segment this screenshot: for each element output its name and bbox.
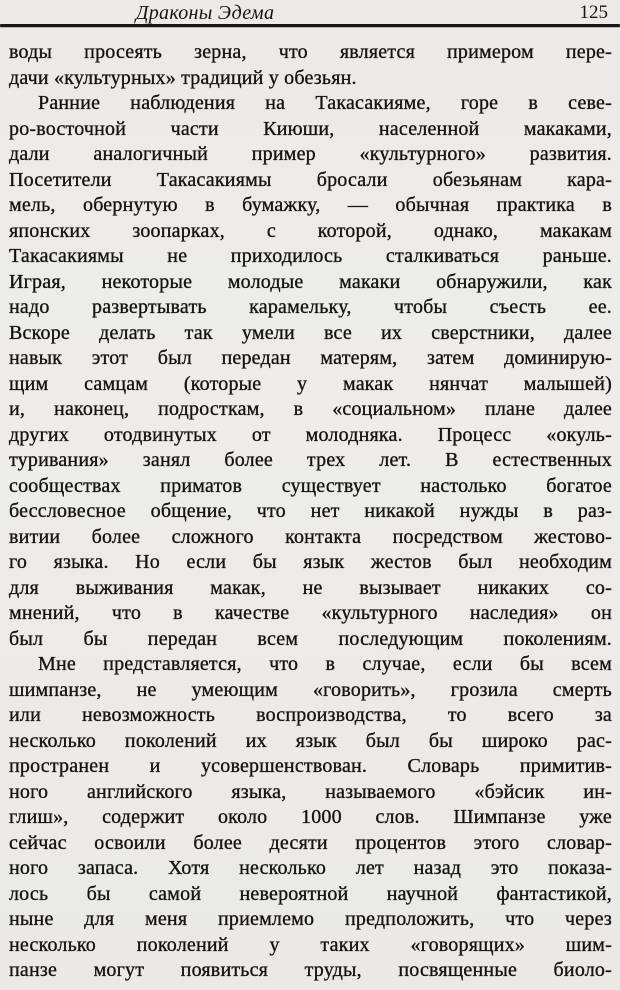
text-line: ного запаса. Хотя несколько лет назад это показа- [9, 857, 612, 879]
body-text [0, 27, 620, 984]
running-header [0, 0, 620, 24]
text-line: Играя, некоторые молодые макаки обнаружили, как [9, 270, 612, 293]
text-line: других отодвинутых от молодняка. Процесс «окуль- [9, 423, 612, 446]
text-line: Посетители Такасакиямы бросали обезьянам кара- [9, 168, 612, 191]
text-line: лось бы самой невероятной научной фантастикой, [9, 882, 612, 905]
text-line: сейчас освоили более десяти процентов этого словар- [9, 831, 612, 854]
text-line: несколько поколений у таких «говорящих» шим- [9, 933, 612, 956]
text-line: мнений, что в качестве «культурного наследия» он [9, 602, 612, 624]
text-line: воды просеять зерна, что является примером пере- [9, 41, 612, 63]
text-line: японских зоопарках, с которой, однако, макакам [9, 219, 612, 242]
text-line: бессловесное общение, что нет никакой нужды в раз- [9, 500, 612, 522]
text-line: дачи «культурных» традиций у обезьян. [9, 66, 357, 89]
text-line: пространен и усовершенствован. Словарь примитив- [9, 755, 612, 777]
text-line: го языка. Но если бы язык жестов был необходим [9, 551, 612, 573]
running-head-title: Драконы Эдема [135, 2, 275, 24]
page-number: 125 [579, 2, 608, 23]
text-line: Такасакиямы не приходилось сталкиваться раньше. [9, 245, 612, 267]
text-line: Ранние наблюдения на Такасакияме, горе в севе- [38, 92, 612, 114]
text-line: туривания» занял более трех лет. В естественных [9, 449, 612, 471]
text-line: надо развертывать карамельку, чтобы съесть ее. [9, 296, 612, 318]
text-line: панзе могут появиться труды, посвященные биоло- [9, 959, 612, 981]
text-line: дали аналогичный пример «культурного» развития. [9, 143, 612, 165]
text-line: и, наконец, подросткам, в «социальном» плане далее [9, 398, 612, 420]
text-line: несколько поколений их язык был бы широко рас- [9, 729, 612, 752]
text-line: навык этот был передан матерям, затем доминирую- [9, 347, 612, 369]
text-line: Вскоре делать так умели все их сверстники, далее [9, 321, 612, 344]
text-line: ныне для меня приемлемо предположить, что через [9, 908, 612, 930]
text-line: ного английского языка, называемого «бэйсик ин- [9, 780, 612, 803]
text-line: для выживания макак, не вызывает никаких со- [9, 576, 612, 599]
text-line: был бы передан всем последующим поколениям. [9, 627, 612, 650]
text-line: Мне представляется, что в случае, если бы всем [38, 653, 612, 675]
text-line: сообществах приматов существует настолько богатое [9, 474, 612, 497]
text-line: или невозможность воспроизводства, то всего за [9, 704, 612, 726]
text-line: шимпанзе, не умеющим «говорить», грозила смерть [9, 678, 612, 701]
text-line: глиш», содержит около 1000 слов. Шимпанзе уже [9, 806, 612, 828]
text-line: щим самцам (которые у макак нянчат малышей) [9, 372, 612, 395]
text-line: мель, обернутую в бумажку, — обычная практика в [9, 194, 612, 216]
text-line: витии более сложного контакта посредством жестово- [9, 525, 612, 548]
text-line: ро-восточной части Киюши, населенной макаками, [9, 117, 612, 140]
